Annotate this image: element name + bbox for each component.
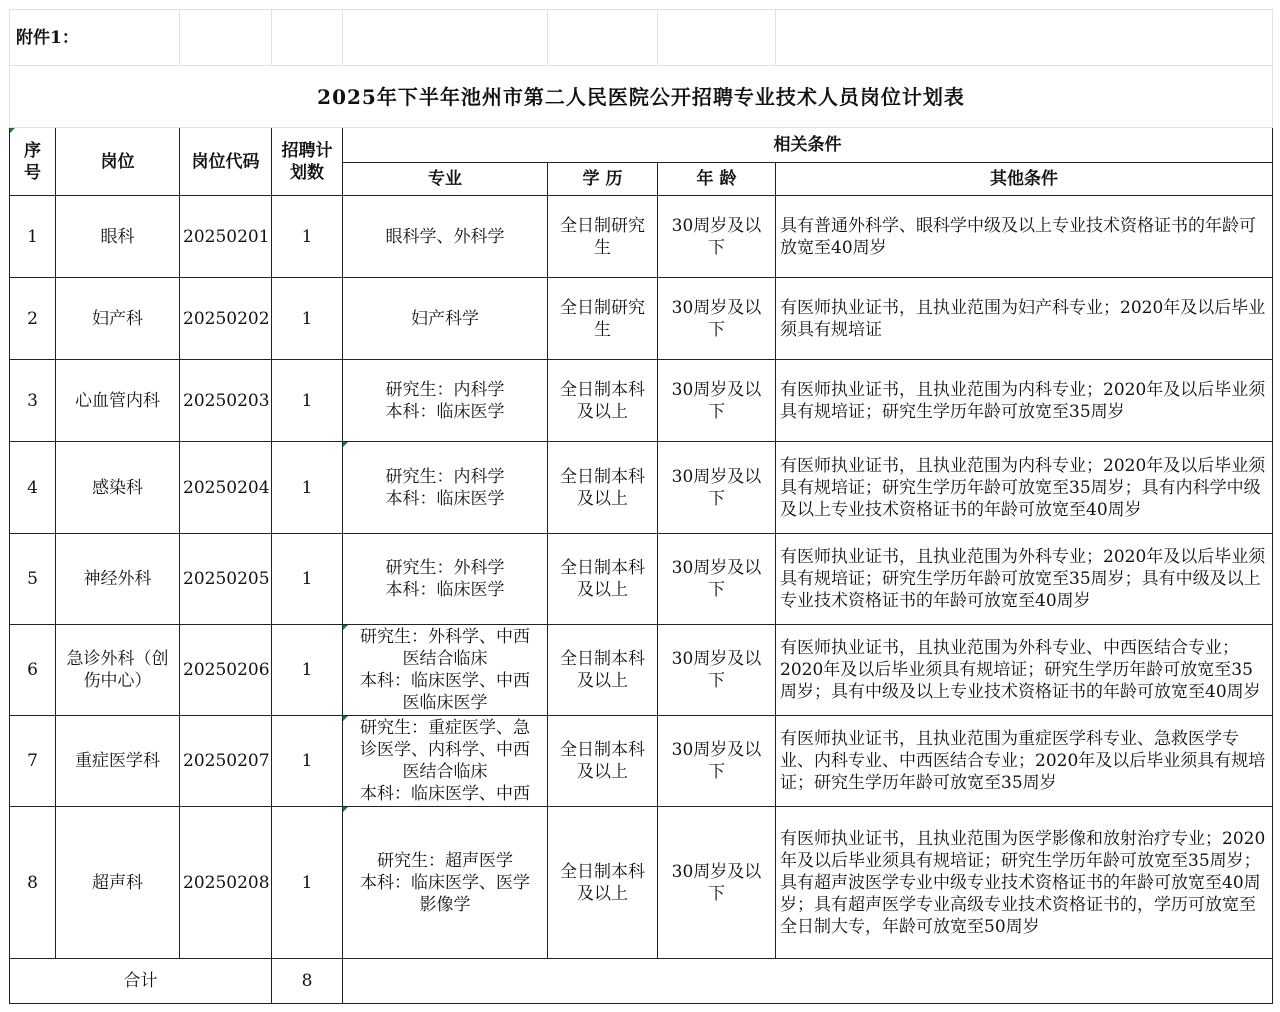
row-age: 30周岁及以 下: [658, 625, 776, 716]
row-age: 30周岁及以 下: [658, 196, 776, 278]
row-post: 妇产科: [56, 278, 180, 360]
header-plan: 招聘计 划数: [272, 128, 343, 196]
row-seq: 7: [10, 716, 56, 807]
row-edu: 全日制本科 及以上: [548, 625, 658, 716]
row-other: 有医师执业证书，且执业范围为内科专业；2020年及以后毕业须具有规培证；研究生学历年龄可放宽至35周岁；具有内科学中级及以上专业技术资格证书的年龄可放宽至40周岁: [776, 442, 1273, 534]
recruitment-plan-table: [9, 9, 1273, 1004]
page-title: 2025年下半年池州市第二人民医院公开招聘专业技术人员岗位计划表: [10, 66, 1273, 128]
row-edu: 全日制研究 生: [548, 278, 658, 360]
row-age: 30周岁及以 下: [658, 534, 776, 625]
table-row: [10, 196, 1273, 278]
row-age: 30周岁及以 下: [658, 807, 776, 959]
row-age: 30周岁及以 下: [658, 278, 776, 360]
row-other: 有医师执业证书，且执业范围为内科专业；2020年及以后毕业须具有规培证；研究生学历年龄可放宽至35周岁: [776, 360, 1273, 442]
row-major: 妇产科学: [343, 278, 548, 360]
row-plan: 1: [272, 360, 343, 442]
row-plan: 1: [272, 442, 343, 534]
row-post: 眼科: [56, 196, 180, 278]
row-other: 具有普通外科学、眼科学中级及以上专业技术资格证书的年龄可放宽至40周岁: [776, 196, 1273, 278]
row-plan: 1: [272, 278, 343, 360]
header-post: 岗位: [56, 128, 180, 196]
row-edu: 全日制本科 及以上: [548, 442, 658, 534]
row-plan: 1: [272, 807, 343, 959]
table-row: [10, 625, 1273, 716]
row-post: 急诊外科（创 伤中心）: [56, 625, 180, 716]
header-other: 其他条件: [776, 163, 1273, 196]
row-code: 20250205: [180, 534, 272, 625]
row-other: 有医师执业证书，且执业范围为妇产科专业；2020年及以后毕业须具有规培证: [776, 278, 1273, 360]
row-code: 20250207: [180, 716, 272, 807]
row-post: 超声科: [56, 807, 180, 959]
row-code: 20250204: [180, 442, 272, 534]
row-major: 研究生：重症医学、急 诊医学、内科学、中西 医结合临床 本科：临床医学、中西: [343, 716, 548, 807]
row-seq: 1: [10, 196, 56, 278]
table-row: [10, 278, 1273, 360]
row-post: 神经外科: [56, 534, 180, 625]
table-row: [10, 442, 1273, 534]
row-edu: 全日制研究 生: [548, 196, 658, 278]
row-major: 研究生：外科学、中西 医结合临床 本科：临床医学、中西 医临床医学: [343, 625, 548, 716]
header-edu: 学 历: [548, 163, 658, 196]
total-label: 合计: [10, 959, 272, 1004]
row-plan: 1: [272, 625, 343, 716]
row-plan: 1: [272, 196, 343, 278]
row-major: 研究生：外科学 本科：临床医学: [343, 534, 548, 625]
row-other: 有医师执业证书，且执业范围为重症医学科专业、急救医学专业、内科专业、中西医结合专业；2020年及以后毕业须具有规培证；研究生学历年龄可放宽至35周岁: [776, 716, 1273, 807]
row-seq: 5: [10, 534, 56, 625]
row-seq: 3: [10, 360, 56, 442]
header-conditions: 相关条件: [343, 128, 1273, 163]
row-age: 30周岁及以 下: [658, 360, 776, 442]
annex-label: 附件1：: [10, 10, 180, 66]
row-post: 心血管内科: [56, 360, 180, 442]
table-row: [10, 807, 1273, 959]
row-other: 有医师执业证书，且执业范围为外科专业；2020年及以后毕业须具有规培证；研究生学历年龄可放宽至35周岁；具有中级及以上专业技术资格证书的年龄可放宽至40周岁: [776, 534, 1273, 625]
row-other: 有医师执业证书，且执业范围为外科专业、中西医结合专业；2020年及以后毕业须具有规培证；研究生学历年龄可放宽至35周岁；具有中级及以上专业技术资格证书的年龄可放宽至40周岁: [776, 625, 1273, 716]
row-major: 研究生：超声医学 本科：临床医学、医学 影像学: [343, 807, 548, 959]
total-plan: 8: [272, 959, 343, 1004]
row-plan: 1: [272, 716, 343, 807]
header-major: 专业: [343, 163, 548, 196]
row-major: 研究生：内科学 本科：临床医学: [343, 360, 548, 442]
row-edu: 全日制本科 及以上: [548, 534, 658, 625]
row-seq: 4: [10, 442, 56, 534]
recruitment-plan-sheet: [9, 9, 1272, 1005]
row-major: 研究生：内科学 本科：临床医学: [343, 442, 548, 534]
header-row-1: [10, 128, 1273, 163]
row-code: 20250201: [180, 196, 272, 278]
row-code: 20250202: [180, 278, 272, 360]
row-major: 眼科学、外科学: [343, 196, 548, 278]
row-post: 重症医学科: [56, 716, 180, 807]
row-code: 20250203: [180, 360, 272, 442]
annex-row: [10, 10, 1273, 66]
row-seq: 8: [10, 807, 56, 959]
header-seq: 序 号: [10, 128, 56, 196]
row-seq: 6: [10, 625, 56, 716]
header-age: 年 龄: [658, 163, 776, 196]
row-age: 30周岁及以 下: [658, 716, 776, 807]
row-age: 30周岁及以 下: [658, 442, 776, 534]
row-edu: 全日制本科 及以上: [548, 360, 658, 442]
row-post: 感染科: [56, 442, 180, 534]
row-edu: 全日制本科 及以上: [548, 807, 658, 959]
row-code: 20250208: [180, 807, 272, 959]
total-empty: [343, 959, 1273, 1004]
total-row: [10, 959, 1273, 1004]
table-row: [10, 716, 1273, 807]
table-row: [10, 534, 1273, 625]
row-edu: 全日制本科 及以上: [548, 716, 658, 807]
row-other: 有医师执业证书，且执业范围为医学影像和放射治疗专业；2020年及以后毕业须具有规培证；研究生学历年龄可放宽至35周岁；具有超声波医学专业中级专业技术资格证书的年龄可放宽至40周岁；具有超声医学专业高级专业技术资格证书的，学历可放宽至全日制大专，年龄可放宽至50周岁: [776, 807, 1273, 959]
title-row: [10, 66, 1273, 128]
row-code: 20250206: [180, 625, 272, 716]
header-code: 岗位代码: [180, 128, 272, 196]
row-seq: 2: [10, 278, 56, 360]
row-plan: 1: [272, 534, 343, 625]
table-row: [10, 360, 1273, 442]
